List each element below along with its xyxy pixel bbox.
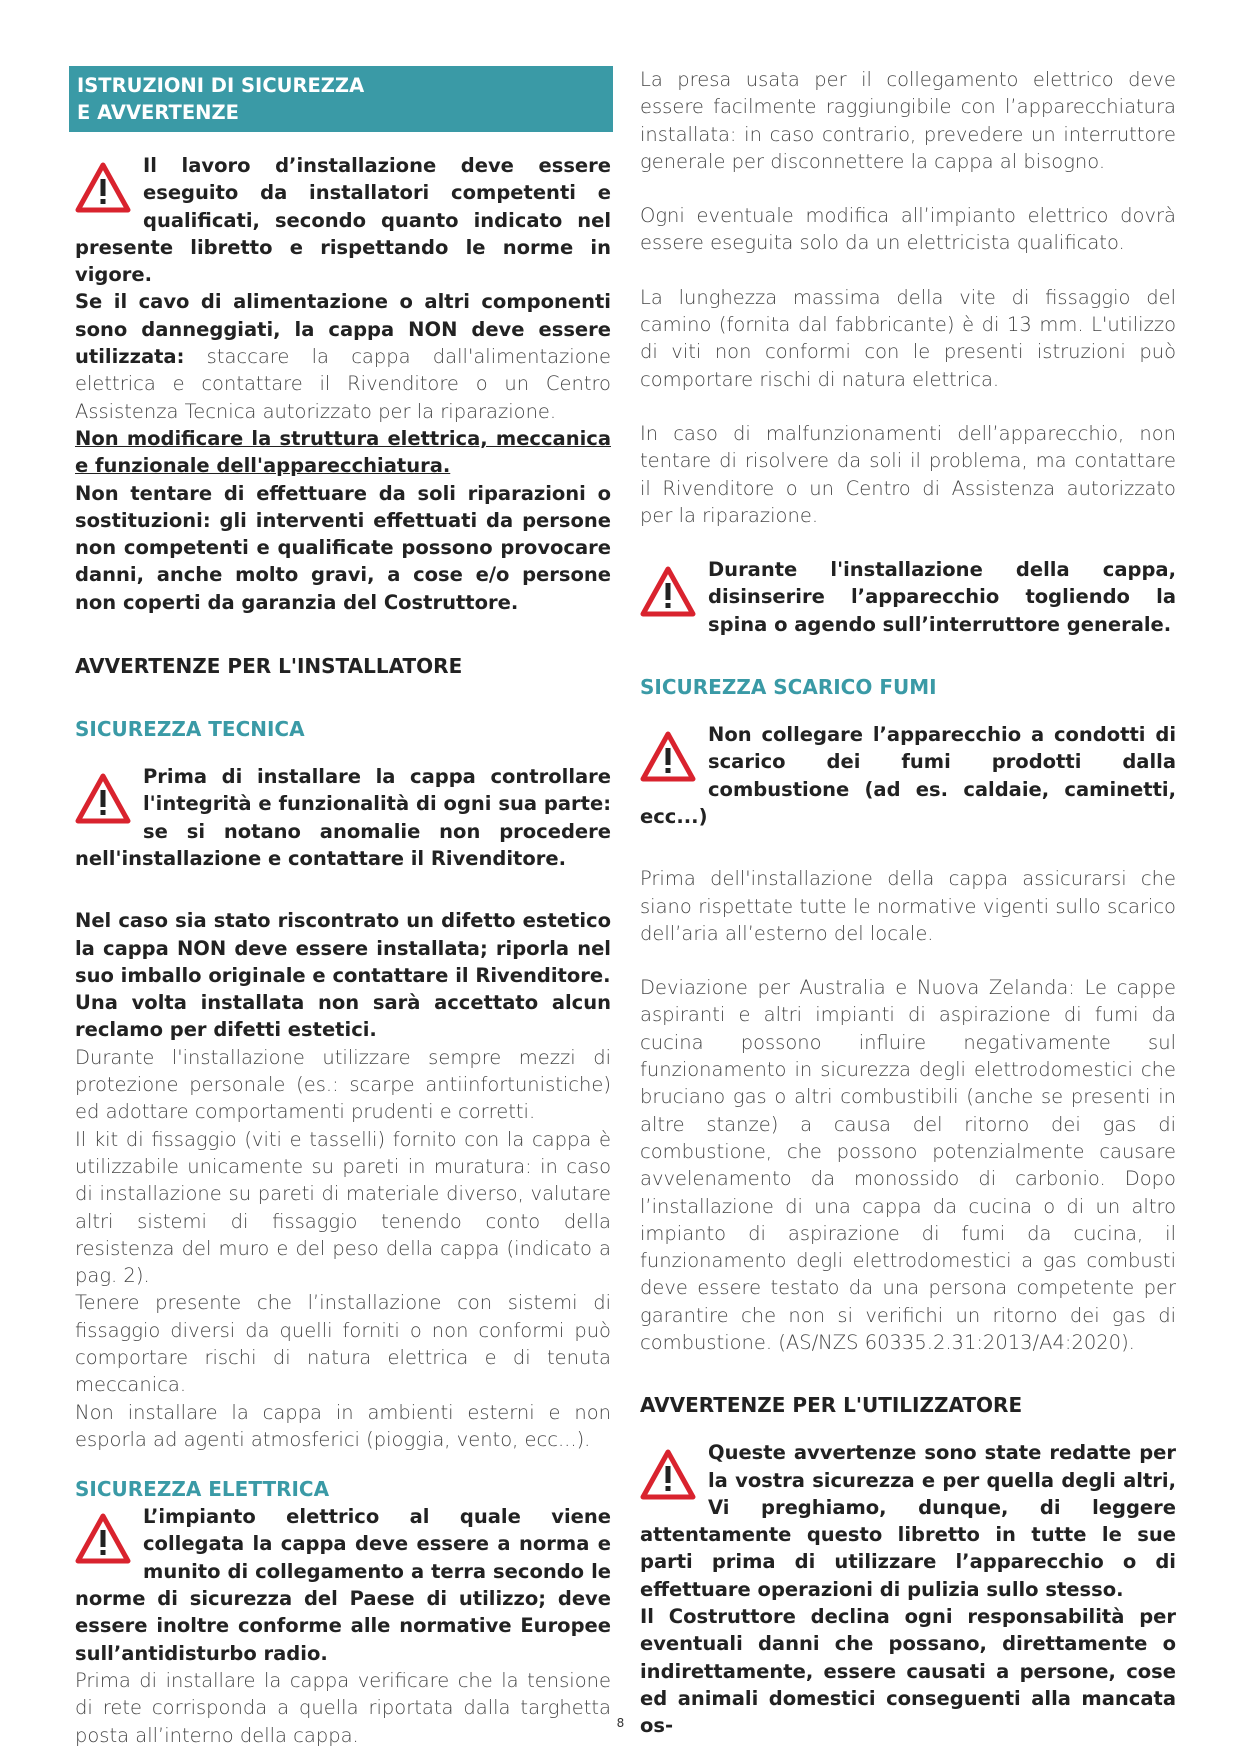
heading-sicurezza-tecnica: SICUREZZA TECNICA bbox=[75, 717, 305, 742]
non-tentare-text: Non tentare di effettuare da soli riparazioni o sostituzioni: gli interventi effettuati da persone non competenti e qualificate possono provocare danni, anche molto gravi, a cose e/o persone non coperti da garanzia del Costruttore. bbox=[75, 481, 611, 614]
page-number: 8 bbox=[616, 1716, 625, 1730]
warning-block-electrical bbox=[75, 1503, 611, 1667]
heading-sicurezza-elettrica: SICUREZZA ELETTRICA bbox=[75, 1477, 330, 1502]
section-header-band bbox=[69, 66, 613, 132]
heading-avvertenze-utilizzatore: AVVERTENZE PER L'UTILIZZATORE bbox=[640, 1393, 1023, 1418]
warning-triangle-icon bbox=[75, 162, 131, 214]
header-line-2: E AVVERTENZE bbox=[77, 101, 239, 124]
warning-text: L’impianto elettrico al quale viene collegata la cappa deve essere a norma e munito di collegamento a terra secondo le norme di sicurezza del Paese di utilizzo; deve essere inoltre conforme alle normative Europee sull’antidisturbo radio. bbox=[75, 1505, 611, 1665]
kit-text: Il kit di fissaggio (viti e tasselli) fornito con la cappa è utilizzabile unicamente su pareti in muratura: in caso di installazione su pareti di materiale diverso, valutare altri sistemi di fissaggio tenendo conto della resistenza del muro e del peso della cappa (indicato a pag. 2). bbox=[75, 1127, 611, 1288]
warning-block-fumi bbox=[640, 721, 1176, 830]
una-volta-text: Una volta installata non sarà accettato alcun reclamo per difetti estetici. bbox=[75, 991, 611, 1042]
vite-text: La lunghezza massima della vite di fissaggio del camino (fornita dal fabbricante) è di 13 mm. L'utilizzo di viti non conformi con le presenti istruzioni può comportare rischi di natura elettrica. bbox=[640, 285, 1176, 391]
non-installare-text: Non installare la cappa in ambienti esterni e non esporla ad agenti atmosferici (pioggia, vento, ecc...). bbox=[75, 1400, 611, 1451]
heading-sicurezza-scarico-fumi: SICUREZZA SCARICO FUMI bbox=[640, 675, 937, 700]
header-line-1: ISTRUZIONI DI SICUREZZA bbox=[77, 74, 365, 97]
warning-triangle-icon bbox=[640, 1449, 696, 1501]
durante-text: Durante l'installazione utilizzare sempre mezzi di protezione personale (es.: scarpe antiinfortunistiche) ed adottare comportamenti prudenti e corretti. bbox=[75, 1045, 611, 1124]
warning-text: Durante l'installazione della cappa, disinserire l’apparecchio togliendo la spina o agendo sull’interruttore generale. bbox=[708, 558, 1176, 636]
warning-triangle-icon bbox=[75, 773, 131, 825]
presa-text: La presa usata per il collegamento elettrico deve essere facilmente raggiungibile con l’apparecchiatura installata: in caso contrario, prevedere un interruttore generale per disconnettere la cappa al bisogno. bbox=[640, 68, 1176, 173]
warning-triangle-icon bbox=[640, 566, 696, 618]
warning-text: Non collegare l’apparecchio a condotti di scarico dei fumi prodotti dalla combustione (ad es. caldaie, caminetti, ecc...) bbox=[640, 723, 1176, 828]
costruttore-text: Il Costruttore declina ogni responsabilità per eventuali danni che possano, direttamente o indirettamente, essere causati a persone, cose ed animali domestici conseguenti alla mancata os- bbox=[640, 1605, 1176, 1738]
warning-block-disinserire bbox=[640, 556, 1176, 638]
malfunzionamenti-text: In caso di malfunzionamenti dell’apparecchio, non tentare di risolvere da soli il problema, ma contattare il Rivenditore o un Centro di Assistenza autorizzato per la riparazione. bbox=[640, 421, 1176, 527]
modifica-text: Ogni eventuale modifica all’impianto elettrico dovrà essere eseguita solo da un elettricista qualificato. bbox=[640, 204, 1176, 255]
tensione-text: Prima di installare la cappa verificare che la tensione di rete corrisponda a quella riportata dalla targhetta posta all’interno della cappa. bbox=[75, 1668, 611, 1747]
tenere-text: Tenere presente che l’installazione con sistemi di fissaggio diversi da quelli forniti o non conformi può comportare rischi di natura elettrica e di tenuta meccanica. bbox=[75, 1291, 611, 1397]
warning-text: Il lavoro d’installazione deve essere eseguito da installatori competenti e qualificati, secondo quanto indicato nel presente libretto e rispettando le norme in vigore. bbox=[75, 154, 611, 287]
difetto-text: Nel caso sia stato riscontrato un difetto estetico la cappa NON deve essere installata; riporla nel suo imballo originale e contattare il Rivenditore. bbox=[75, 909, 611, 987]
heading-avvertenze-installatore: AVVERTENZE PER L'INSTALLATORE bbox=[75, 654, 463, 679]
warning-text: Prima di installare la cappa controllare l'integrità e funzionalità di ogni sua parte: se si notano anomalie non procedere nell'installazione e contattare il Rivenditore. bbox=[75, 765, 611, 870]
cavo-paragraph bbox=[75, 288, 611, 424]
warning-triangle-icon bbox=[75, 1513, 131, 1565]
warning-block-integrity bbox=[75, 763, 611, 872]
warning-triangle-icon bbox=[640, 731, 696, 783]
normative-text: Prima dell'installazione della cappa assicurarsi che siano rispettate tutte le normative vigenti sullo scarico dell’aria all’esterno del locale. bbox=[640, 867, 1176, 945]
warning-text: Queste avvertenze sono state redatte per la vostra sicurezza e per quella degli altri, Vi preghiamo, dunque, di leggere attentamente questo libretto in tutte le sue parti prima di utilizzare l’apparecchio o di effettuare operazioni di pulizia sullo stesso. bbox=[640, 1441, 1176, 1601]
warning-block-utilizzatore bbox=[640, 1439, 1176, 1603]
non-modificare-text: Non modificare la struttura elettrica, meccanica e funzionale dell'apparecchiatura. bbox=[75, 426, 611, 478]
left-column bbox=[75, 66, 611, 1749]
cavo-light: staccare la cappa dall'alimentazione elettrica e contattare il Rivenditore o un Centro Assistenza Tecnica autorizzato per la riparazione. bbox=[75, 345, 611, 423]
right-column bbox=[640, 66, 1176, 1740]
deviazione-text: Deviazione per Australia e Nuova Zelanda: Le cappe aspiranti e altri impianti di aspirazione di fumi da cucina possono influire negativamente sul funzionamento in sicurezza degli elettrodomestici che bruciano gas o altri combustibili (anche se presenti in altre stanze) a causa del ritorno dei gas di combustione, che possono potenzialmente causare avvelenamento da monossido di carbonio. Dopo l’installazione di una cappa da cucina o di un altro impianto di aspirazione di fumi da cucina, il funzionamento degli elettrodomestici a gas combusti deve essere testato da una persona competente per garantire che non si verifichi un ritorno dei gas di combustione. (AS/NZS 60335.2.31:2013/A4:2020). bbox=[640, 976, 1176, 1354]
cavo-bold: Se il cavo di alimentazione o altri componenti sono danneggiati, la cappa NON deve essere utilizzata: bbox=[75, 290, 611, 369]
warning-block-installation bbox=[75, 152, 611, 288]
